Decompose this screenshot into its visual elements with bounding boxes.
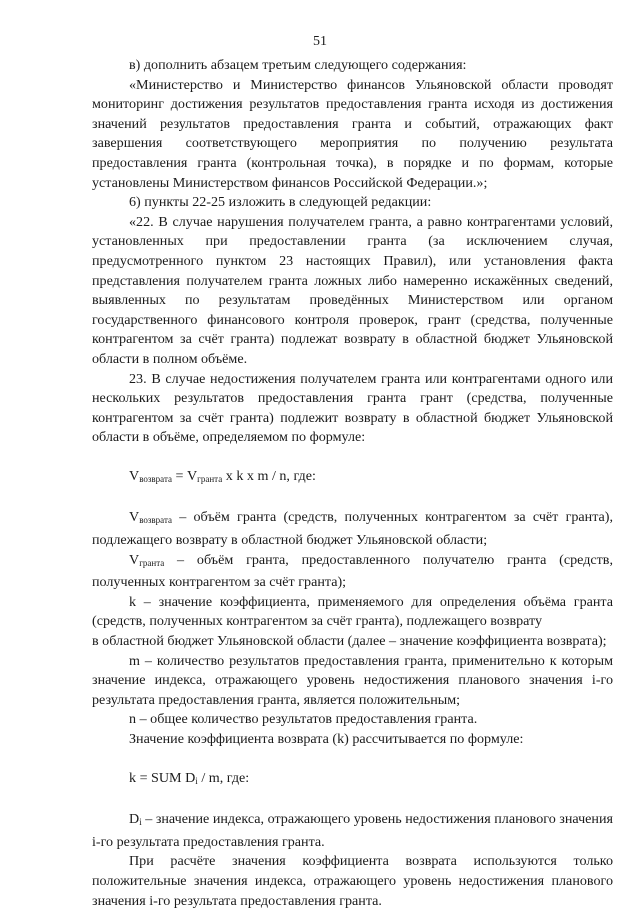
definition-m: m – количество результатов предоставления гранта, применительно к которым значение индекса, отражающего уровень недостижения планового значения i-го результата предоставления гранта, является положительным; — [92, 652, 613, 708]
formula-return-volume: $V_{возврата} = V_{гранта}$ x k x m / n, где: — [129, 467, 316, 484]
paragraph-amendment-intro: в) дополнить абзацем третьим следующего содержания: — [129, 57, 467, 73]
coefficient-intro: Значение коэффициента возврата (k) рассчитывается по формуле: — [129, 731, 524, 747]
spacer — [92, 489, 613, 508]
paragraph-positive-values: При расчёте значения коэффициента возврата используются только положительные значения индекса, отражающего уровень недостижения планового значения i-го результата предоставления гранта. — [92, 853, 613, 909]
paragraph-items-intro: 6) пункты 22-25 изложить в следующей редакции: — [129, 194, 432, 211]
definition-n: n – общее количество результатов предоставления гранта. — [129, 711, 478, 728]
paragraph-monitoring: «Министерство и Министерство финансов Ульяновской области проводят мониторинг достижения результатов предоставления гранта исходя из достижения значений результатов предоставления гранта и событий, отражающих факт завершения соответствующего мероприятия по получению результата предоставления гранта (контрольная точка), в порядке и по формам, которые установлены Министерством финансов Российской Федерации.»; — [92, 76, 613, 191]
definition-v-vozvrata: $V_{возврата}$ – объём гранта (средств, полученных контрагентом за счёт гранта), подлежащего возврату в областной бюджет Ульяновской области; — [92, 509, 613, 549]
spacer — [92, 750, 613, 769]
spacer — [92, 448, 613, 467]
spacer — [92, 791, 613, 810]
formula-coefficient: k = SUM $D_i$ / m, где: — [129, 769, 250, 786]
paragraph-item-22: «22. В случае нарушения получателем гранта, а равно контрагентами условий, установленных при предоставлении гранта (за исключением случая, предусмотренного пунктом 23 настоящих Правил), или установления факта представления получателем гранта ложных либо намеренно искажённых сведений, выявленных по результатам проведённых Министерством или органом государственного финансового контроля проверок, грант (средства, полученные контрагентом за счёт гранта) подлежат возврату в областной бюджет Ульяновской области в полном объёме. — [92, 213, 613, 367]
paragraph-item-23: 23. В случае недостижения получателем гранта или контрагентами одного или нескольких результатов предоставления гранта грант (средства, полученные контрагентом за счёт гранта) подлежит возврату в областной бюджет Ульяновской области в объёме, определяемом по формуле: — [92, 370, 613, 446]
definition-di: $D_i$ – значение индекса, отражающего уровень недостижения планового значения i-го результата предоставления гранта. — [92, 811, 613, 850]
definition-v-granta: $V_{гранта}$ – объём гранта, предоставленного получателю гранта (средств, полученных контрагентом за счёт гранта); — [92, 551, 613, 591]
document-body — [92, 56, 613, 911]
definition-k-continued: в областной бюджет Ульяновской области (далее – значение коэффициента возврата); — [92, 633, 607, 650]
definition-k: k – значение коэффициента, применяемого для определения объёма гранта (средств, полученных контрагентом за счёт гранта), подлежащего возврату — [92, 593, 613, 630]
page-number: 51 — [313, 34, 327, 49]
